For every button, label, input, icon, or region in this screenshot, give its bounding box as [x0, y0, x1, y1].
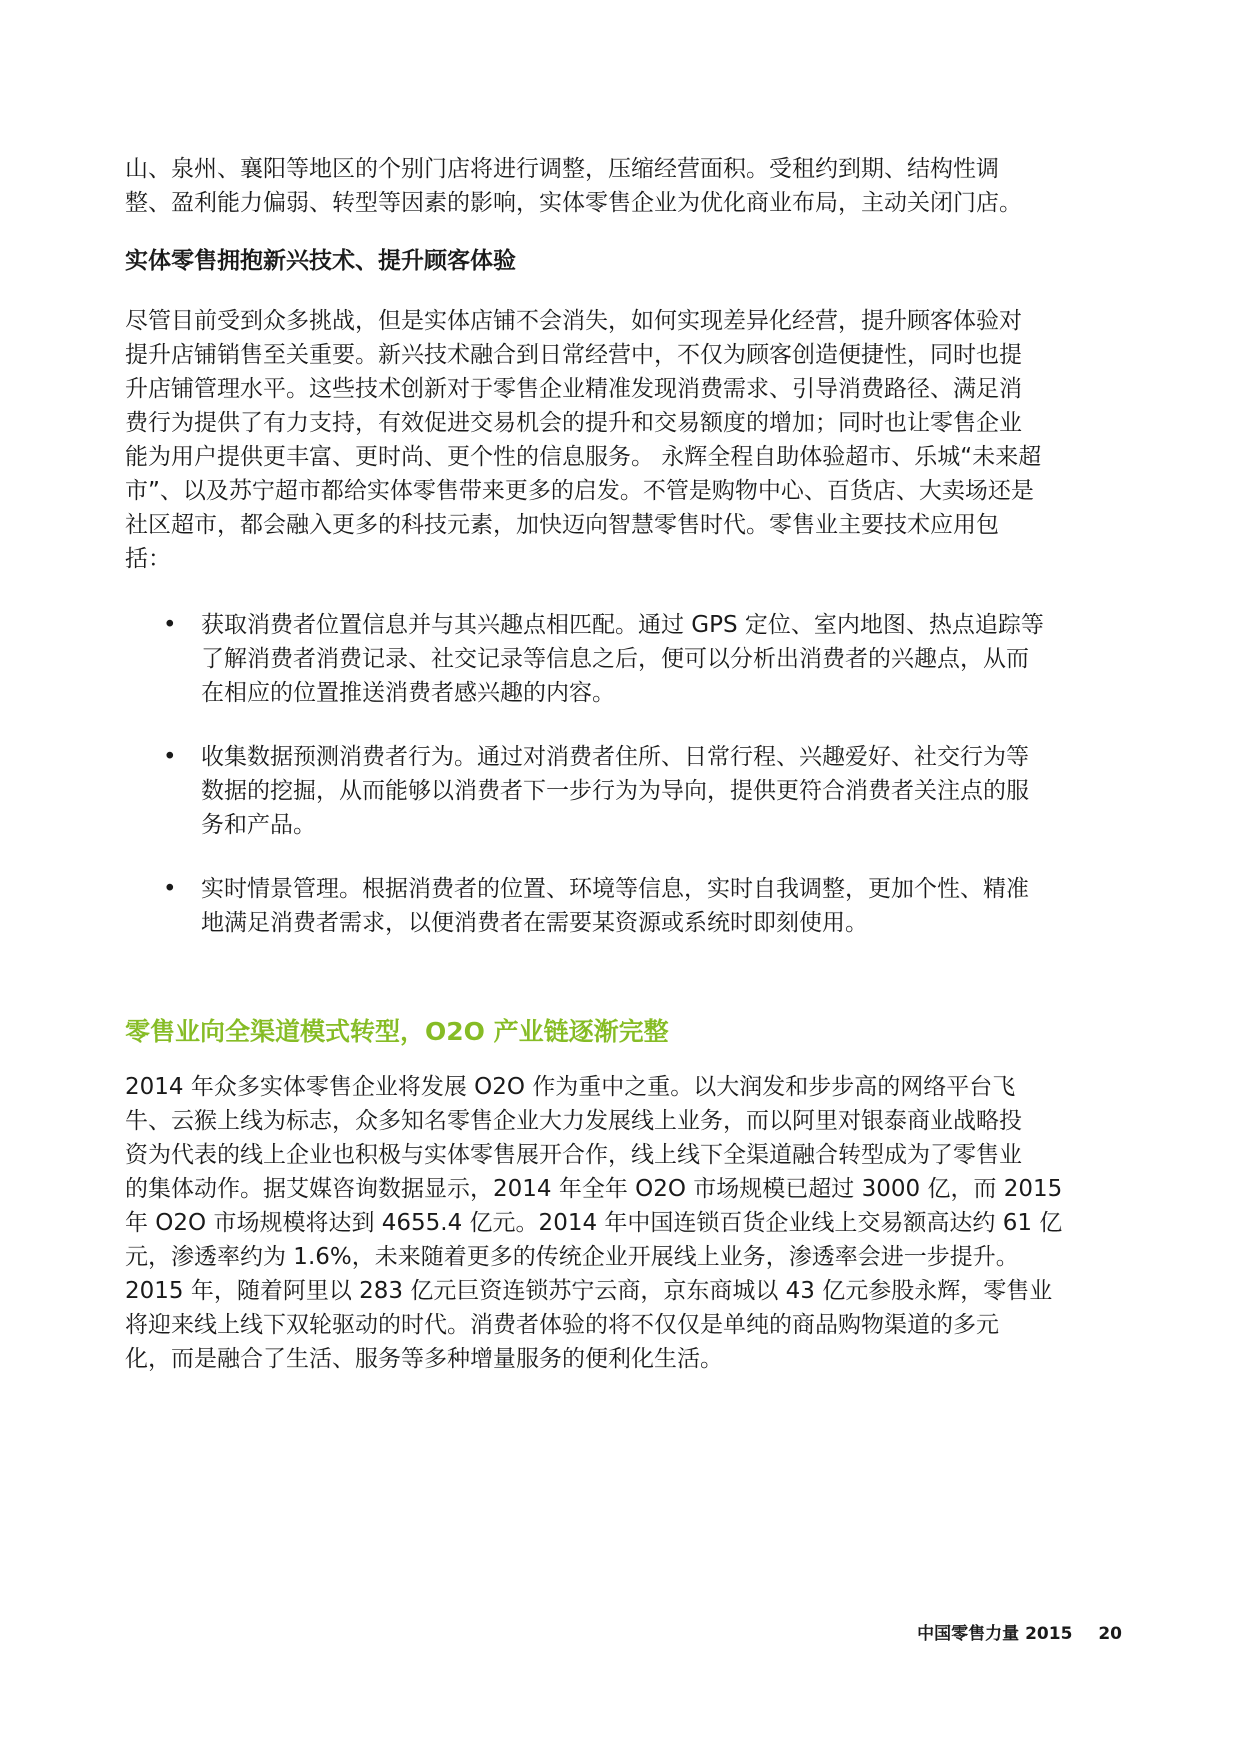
bullet-line: 实时情景管理。根据消费者的位置、环境等信息，实时自我调整，更加个性、精准	[201, 876, 1029, 902]
bullet-item	[125, 740, 1125, 842]
paragraph-line: 2015 年，随着阿里以 283 亿元巨资连锁苏宁云商，京东商城以 43 亿元参股永辉，零售业	[125, 1278, 1053, 1304]
paragraph-line: 括：	[125, 546, 171, 572]
paragraph-line: 2014 年众多实体零售企业将发展 O2O 作为重中之重。以大润发和步步高的网络平台飞	[125, 1074, 1016, 1100]
publication-title: 中国零售力量 2015	[917, 1624, 1073, 1644]
bullet-line: 务和产品。	[201, 812, 316, 838]
paragraph-line: 尽管目前受到众多挑战，但是实体店铺不会消失，如何实现差异化经营，提升顾客体验对	[125, 308, 1022, 334]
technology-bullet-list	[125, 608, 1125, 940]
paragraph-line: 升店铺管理水平。这些技术创新对于零售企业精准发现消费需求、引导消费路径、满足消	[125, 376, 1022, 402]
bullet-item	[125, 872, 1125, 940]
bullet-marker: •	[163, 744, 177, 770]
paragraph-line: 资为代表的线上企业也积极与实体零售展开合作，线上线下全渠道融合转型成为了零售业	[125, 1142, 1022, 1168]
paragraph-line: 费行为提供了有力支持，有效促进交易机会的提升和交易额度的增加；同时也让零售企业	[125, 410, 1022, 436]
paragraph-line: 山、泉州、襄阳等地区的个别门店将进行调整，压缩经营面积。受租约到期、结构性调	[125, 156, 999, 182]
bullet-line: 收集数据预测消费者行为。通过对消费者住所、日常行程、兴趣爱好、社交行为等	[201, 744, 1029, 770]
bullet-item	[125, 608, 1125, 710]
bullet-line: 数据的挖掘，从而能够以消费者下一步行为为导向，提供更符合消费者关注点的服	[201, 778, 1029, 804]
paragraph-line: 化，而是融合了生活、服务等多种增量服务的便利化生活。	[125, 1346, 723, 1372]
subheading: 实体零售拥抱新兴技术、提升顾客体验	[125, 248, 516, 274]
bullet-marker: •	[163, 612, 177, 638]
paragraph-line: 牛、云猴上线为标志，众多知名零售企业大力发展线上业务，而以阿里对银泰商业战略投	[125, 1108, 1022, 1134]
paragraph-line: 的集体动作。据艾媒咨询数据显示，2014 年全年 O2O 市场规模已超过 3000 亿，而 2015	[125, 1176, 1063, 1202]
tech-paragraph	[125, 304, 1125, 576]
paragraph-line: 提升店铺销售至关重要。新兴技术融合到日常经营中，不仅为顾客创造便捷性，同时也提	[125, 342, 1022, 368]
paragraph-line: 年 O2O 市场规模将达到 4655.4 亿元。2014 年中国连锁百货企业线上交易额高达约 61 亿	[125, 1210, 1063, 1236]
paragraph-line: 整、盈利能力偏弱、转型等因素的影响，实体零售企业为优化商业布局，主动关闭门店。	[125, 190, 1022, 216]
paragraph-line: 市”、以及苏宁超市都给实体零售带来更多的启发。不管是购物中心、百货店、大卖场还是	[125, 478, 1034, 504]
paragraph-line: 社区超市，都会融入更多的科技元素，加快迈向智慧零售时代。零售业主要技术应用包	[125, 512, 999, 538]
bullet-line: 了解消费者消费记录、社交记录等信息之后，便可以分析出消费者的兴趣点，从而	[201, 646, 1029, 672]
bullet-line: 获取消费者位置信息并与其兴趣点相匹配。通过 GPS 定位、室内地图、热点追踪等	[201, 612, 1044, 638]
page-footer	[917, 1619, 1122, 1644]
paragraph-line: 元，渗透率约为 1.6%，未来随着更多的传统企业开展线上业务，渗透率会进一步提升。	[125, 1244, 1019, 1270]
section-title: 零售业向全渠道模式转型，O2O 产业链逐渐完整	[125, 1017, 669, 1046]
paragraph-line: 将迎来线上线下双轮驱动的时代。消费者体验的将不仅仅是单纯的商品购物渠道的多元	[125, 1312, 999, 1338]
paragraph-line: 能为用户提供更丰富、更时尚、更个性的信息服务。 永辉全程自助体验超市、乐城“未来超	[125, 444, 1042, 470]
o2o-paragraph	[125, 1070, 1125, 1376]
bullet-marker: •	[163, 876, 177, 902]
bullet-line: 地满足消费者需求，以便消费者在需要某资源或系统时即刻使用。	[201, 910, 868, 936]
intro-paragraph	[125, 152, 1125, 220]
bullet-line: 在相应的位置推送消费者感兴趣的内容。	[201, 680, 615, 706]
page-number: 20	[1098, 1624, 1122, 1644]
page-content	[125, 152, 1125, 1376]
